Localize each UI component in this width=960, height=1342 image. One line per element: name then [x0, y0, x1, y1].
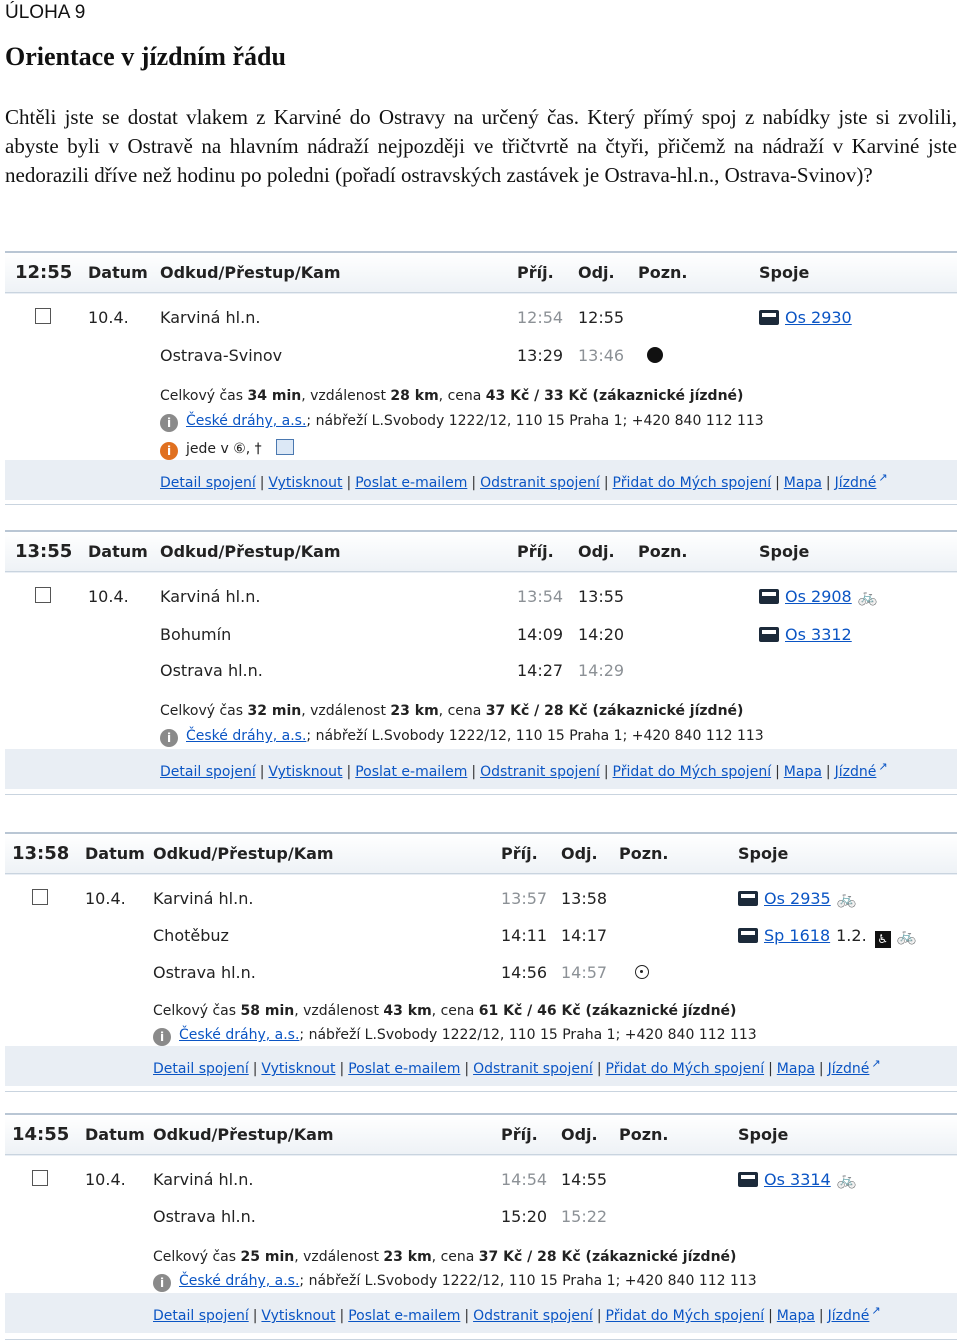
summary-distance: 23 km — [390, 703, 439, 719]
stop-arrival: 14:11 — [501, 926, 548, 945]
link-separator: | — [259, 764, 265, 780]
print-link[interactable]: Vytisknout — [268, 764, 343, 780]
stop-name: Karviná hl.n. — [153, 889, 254, 908]
carrier-link[interactable]: České dráhy, a.s. — [186, 413, 307, 429]
link-separator: | — [596, 1061, 602, 1077]
summary-distance: 28 km — [390, 388, 439, 404]
column-datum: Datum — [85, 844, 145, 863]
summary-time: 58 min — [240, 1003, 295, 1019]
action-links — [153, 1304, 881, 1324]
stop-departure: 14:29 — [578, 661, 625, 680]
summary-distance: 23 km — [383, 1249, 432, 1265]
stop-departure: 14:20 — [578, 625, 625, 644]
carrier-link[interactable]: České dráhy, a.s. — [186, 728, 307, 744]
summary-time: 34 min — [247, 388, 302, 404]
column-route: Odkud/Přestup/Kam — [153, 1125, 334, 1144]
train-link[interactable]: Os 3314 — [764, 1170, 831, 1189]
print-link[interactable]: Vytisknout — [261, 1308, 336, 1324]
connection-header — [5, 532, 957, 572]
connection-summary — [153, 1249, 736, 1265]
link-separator: | — [825, 475, 831, 491]
connection-time: 14:55 — [12, 1124, 70, 1145]
stop-name: Ostrava hl.n. — [153, 1207, 256, 1226]
connection-block — [5, 832, 957, 1092]
detail-link[interactable]: Detail spojení — [160, 475, 256, 491]
connection-time: 13:55 — [15, 541, 73, 562]
stop-arrival: 14:09 — [517, 625, 564, 644]
info-icon: i — [160, 729, 178, 747]
stop-arrival: 13:29 — [517, 346, 564, 365]
column-arrival: Příj. — [501, 844, 538, 863]
carrier-address: ; nábřeží L.Svobody 1222/12, 110 15 Praha 1; +420 840 112 113 — [306, 413, 764, 429]
connection-time: 13:58 — [12, 843, 70, 864]
link-separator: | — [471, 475, 477, 491]
add-to-my-link[interactable]: Přidat do Mých spojení — [605, 1061, 765, 1077]
select-checkbox[interactable] — [35, 308, 51, 324]
print-link[interactable]: Vytisknout — [261, 1061, 336, 1077]
stop-name: Karviná hl.n. — [160, 308, 261, 327]
column-route: Odkud/Přestup/Kam — [160, 263, 341, 282]
train-link[interactable]: Os 3312 — [785, 625, 852, 644]
train-icon — [759, 627, 779, 642]
info-icon: i — [160, 442, 178, 460]
detail-link[interactable]: Detail spojení — [153, 1061, 249, 1077]
column-datum: Datum — [85, 1125, 145, 1144]
train-cell — [759, 587, 878, 606]
connection-block — [5, 1113, 957, 1340]
stop-name: Ostrava hl.n. — [160, 661, 263, 680]
stop-arrival: 14:54 — [501, 1170, 548, 1189]
column-arrival: Příj. — [517, 263, 554, 282]
email-link[interactable]: Poslat e-mailem — [355, 475, 468, 491]
add-to-my-link[interactable]: Přidat do Mých spojení — [605, 1308, 765, 1324]
link-separator: | — [339, 1308, 345, 1324]
filled-dot-icon — [647, 347, 663, 363]
stop-name: Chotěbuz — [153, 926, 229, 945]
link-separator: | — [471, 764, 477, 780]
column-trains: Spoje — [738, 1125, 789, 1144]
select-checkbox[interactable] — [32, 1170, 48, 1186]
summary-mid2: , cena — [431, 1249, 479, 1265]
train-suffix: 1.2. — [836, 926, 867, 945]
detail-link[interactable]: Detail spojení — [160, 764, 256, 780]
connection-block — [5, 251, 957, 505]
add-to-my-link[interactable]: Přidat do Mých spojení — [612, 475, 772, 491]
carrier-line — [153, 1273, 757, 1292]
connection-header — [5, 253, 957, 293]
summary-prefix: Celkový čas — [160, 388, 248, 404]
summary-mid2: , cena — [438, 703, 486, 719]
stop-name: Ostrava-Svinov — [160, 346, 283, 365]
stop-arrival: 14:27 — [517, 661, 564, 680]
column-route: Odkud/Přestup/Kam — [153, 844, 334, 863]
summary-price: 37 Kč / 28 Kč (zákaznické jízdné) — [485, 703, 744, 719]
connection-summary — [160, 388, 743, 404]
carrier-address: ; nábřeží L.Svobody 1222/12, 110 15 Praha 1; +420 840 112 113 — [306, 728, 764, 744]
links-bar — [5, 749, 957, 789]
carrier-line — [160, 413, 764, 432]
stop-departure: 12:55 — [578, 308, 625, 327]
fares-link[interactable]: Jízdné — [834, 475, 877, 491]
stop-arrival: 13:54 — [517, 587, 564, 606]
stop-departure: 14:57 — [561, 963, 608, 982]
summary-mid2: , cena — [431, 1003, 479, 1019]
remove-link[interactable]: Odstranit spojení — [480, 475, 600, 491]
link-separator: | — [346, 475, 352, 491]
stop-departure: 14:55 — [561, 1170, 608, 1189]
train-icon — [759, 589, 779, 604]
column-trains: Spoje — [738, 844, 789, 863]
link-separator: | — [768, 1308, 773, 1324]
bike-icon: 🚲 — [896, 926, 917, 945]
stop-arrival: 14:56 — [501, 963, 548, 982]
summary-mid1: , vzdálenost — [301, 388, 391, 404]
map-link[interactable]: Mapa — [783, 475, 822, 491]
task-label: ÚLOHA 9 — [5, 2, 86, 23]
fares-link[interactable]: Jízdné — [827, 1308, 870, 1324]
summary-prefix: Celkový čas — [153, 1003, 241, 1019]
summary-mid1: , vzdálenost — [294, 1003, 384, 1019]
train-cell — [738, 889, 857, 908]
external-link-icon: ↗ — [878, 760, 888, 773]
column-trains: Spoje — [759, 542, 810, 561]
bike-icon: 🚲 — [857, 587, 878, 606]
link-separator: | — [825, 764, 831, 780]
connection-header — [5, 834, 957, 874]
connection-summary — [160, 703, 743, 719]
summary-prefix: Celkový čas — [160, 703, 248, 719]
stop-arrival: 13:57 — [501, 889, 548, 908]
connection-date: 10.4. — [85, 1170, 126, 1189]
column-datum: Datum — [88, 263, 148, 282]
remove-link[interactable]: Odstranit spojení — [473, 1308, 593, 1324]
remove-link[interactable]: Odstranit spojení — [480, 764, 600, 780]
connection-date: 10.4. — [85, 889, 126, 908]
stop-name: Bohumín — [160, 625, 232, 644]
link-separator: | — [252, 1308, 258, 1324]
carrier-link[interactable]: České dráhy, a.s. — [179, 1273, 300, 1289]
add-to-my-link[interactable]: Přidat do Mých spojení — [612, 764, 772, 780]
action-links — [160, 471, 888, 491]
stop-name: Ostrava hl.n. — [153, 963, 256, 982]
connection-block — [5, 530, 957, 795]
summary-time: 32 min — [247, 703, 302, 719]
summary-price: 37 Kč / 28 Kč (zákaznické jízdné) — [478, 1249, 737, 1265]
external-link-icon: ↗ — [878, 471, 888, 484]
connection-time: 12:55 — [15, 262, 73, 283]
bike-icon: 🚲 — [836, 1170, 857, 1189]
link-separator: | — [775, 764, 780, 780]
link-separator: | — [596, 1308, 602, 1324]
train-cell — [759, 308, 852, 327]
train-cell — [738, 926, 917, 948]
link-separator: | — [818, 1061, 824, 1077]
links-bar — [5, 460, 957, 500]
map-link[interactable]: Mapa — [776, 1308, 815, 1324]
link-separator: | — [775, 475, 780, 491]
carrier-address: ; nábřeží L.Svobody 1222/12, 110 15 Praha 1; +420 840 112 113 — [299, 1027, 757, 1043]
train-link[interactable]: Os 2930 — [785, 308, 852, 327]
links-bar — [5, 1046, 957, 1086]
email-link[interactable]: Poslat e-mailem — [355, 764, 468, 780]
stop-departure: 13:46 — [578, 346, 625, 365]
column-datum: Datum — [88, 542, 148, 561]
column-note: Pozn. — [619, 844, 669, 863]
connection-header — [5, 1115, 957, 1155]
column-departure: Odj. — [561, 1125, 598, 1144]
summary-price: 43 Kč / 33 Kč (zákaznické jízdné) — [485, 388, 744, 404]
column-departure: Odj. — [578, 542, 615, 561]
column-note: Pozn. — [638, 542, 688, 561]
stop-departure: 14:17 — [561, 926, 608, 945]
column-route: Odkud/Přestup/Kam — [160, 542, 341, 561]
link-separator: | — [603, 475, 609, 491]
select-checkbox[interactable] — [35, 587, 51, 603]
task-text: Chtěli jste se dostat vlakem z Karviné do Ostravy na určený čas. Který přímý spoj z nabídky jste si zvolili, abyste byli v Ostravě na hlavním nádraží nejpozději ve třičtvrtě na čtyři, přičemž na nádraží v Karviné jste nedorazili dříve než hodinu po poledni (pořadí ostravských zastávek je Ostrava-hl.n., Ostrava-Svinov)? — [5, 105, 957, 187]
carrier-address: ; nábřeží L.Svobody 1222/12, 110 15 Praha 1; +420 840 112 113 — [299, 1273, 757, 1289]
connection-summary — [153, 1003, 736, 1019]
stop-departure: 13:55 — [578, 587, 625, 606]
column-note: Pozn. — [619, 1125, 669, 1144]
summary-price: 61 Kč / 46 Kč (zákaznické jízdné) — [478, 1003, 737, 1019]
link-separator: | — [346, 764, 352, 780]
summary-mid2: , cena — [438, 388, 486, 404]
links-bar — [5, 1293, 957, 1333]
stop-departure: 13:58 — [561, 889, 608, 908]
carrier-line — [160, 728, 764, 747]
summary-time: 25 min — [240, 1249, 295, 1265]
circle-dot-icon — [635, 965, 649, 979]
email-link[interactable]: Poslat e-mailem — [348, 1061, 461, 1077]
runs-text: jede v ⑥, † — [186, 441, 262, 457]
link-separator: | — [818, 1308, 824, 1324]
train-link[interactable]: Os 2935 — [764, 889, 831, 908]
fares-link[interactable]: Jízdné — [834, 764, 877, 780]
stop-arrival: 12:54 — [517, 308, 564, 327]
wheelchair-icon: ♿ — [875, 931, 891, 948]
summary-mid1: , vzdálenost — [294, 1249, 384, 1265]
link-separator: | — [252, 1061, 258, 1077]
train-icon — [738, 891, 758, 906]
stop-name: Karviná hl.n. — [160, 587, 261, 606]
carrier-link[interactable]: České dráhy, a.s. — [179, 1027, 300, 1043]
stop-name: Karviná hl.n. — [153, 1170, 254, 1189]
summary-prefix: Celkový čas — [153, 1249, 241, 1265]
column-arrival: Příj. — [517, 542, 554, 561]
column-departure: Odj. — [578, 263, 615, 282]
link-separator: | — [768, 1061, 773, 1077]
detail-link[interactable]: Detail spojení — [153, 1308, 249, 1324]
train-icon — [738, 928, 758, 943]
bike-icon: 🚲 — [836, 889, 857, 908]
carrier-line — [153, 1027, 757, 1046]
action-links — [153, 1057, 881, 1077]
column-departure: Odj. — [561, 844, 598, 863]
map-link[interactable]: Mapa — [783, 764, 822, 780]
link-separator: | — [464, 1308, 470, 1324]
action-links — [160, 760, 888, 780]
link-separator: | — [603, 764, 609, 780]
calendar-icon[interactable] — [276, 439, 294, 455]
train-cell — [759, 625, 852, 644]
external-link-icon: ↗ — [871, 1057, 881, 1070]
train-cell — [738, 1170, 857, 1189]
train-icon — [738, 1172, 758, 1187]
connection-date: 10.4. — [88, 587, 129, 606]
print-link[interactable]: Vytisknout — [268, 475, 343, 491]
link-separator: | — [464, 1061, 470, 1077]
stop-arrival: 15:20 — [501, 1207, 548, 1226]
email-link[interactable]: Poslat e-mailem — [348, 1308, 461, 1324]
task-title: Orientace v jízdním řádu — [5, 42, 286, 71]
runs-line — [160, 439, 294, 460]
column-note: Pozn. — [638, 263, 688, 282]
map-link[interactable]: Mapa — [776, 1061, 815, 1077]
train-icon — [759, 310, 779, 325]
train-link[interactable]: Sp 1618 — [764, 926, 831, 945]
info-icon: i — [153, 1274, 171, 1292]
stop-departure: 15:22 — [561, 1207, 608, 1226]
train-link[interactable]: Os 2908 — [785, 587, 852, 606]
select-checkbox[interactable] — [32, 889, 48, 905]
info-icon: i — [160, 414, 178, 432]
summary-mid1: , vzdálenost — [301, 703, 391, 719]
link-separator: | — [259, 475, 265, 491]
info-icon: i — [153, 1028, 171, 1046]
column-trains: Spoje — [759, 263, 810, 282]
external-link-icon: ↗ — [871, 1304, 881, 1317]
link-separator: | — [339, 1061, 345, 1077]
fares-link[interactable]: Jízdné — [827, 1061, 870, 1077]
summary-distance: 43 km — [383, 1003, 432, 1019]
connection-date: 10.4. — [88, 308, 129, 327]
column-arrival: Příj. — [501, 1125, 538, 1144]
remove-link[interactable]: Odstranit spojení — [473, 1061, 593, 1077]
